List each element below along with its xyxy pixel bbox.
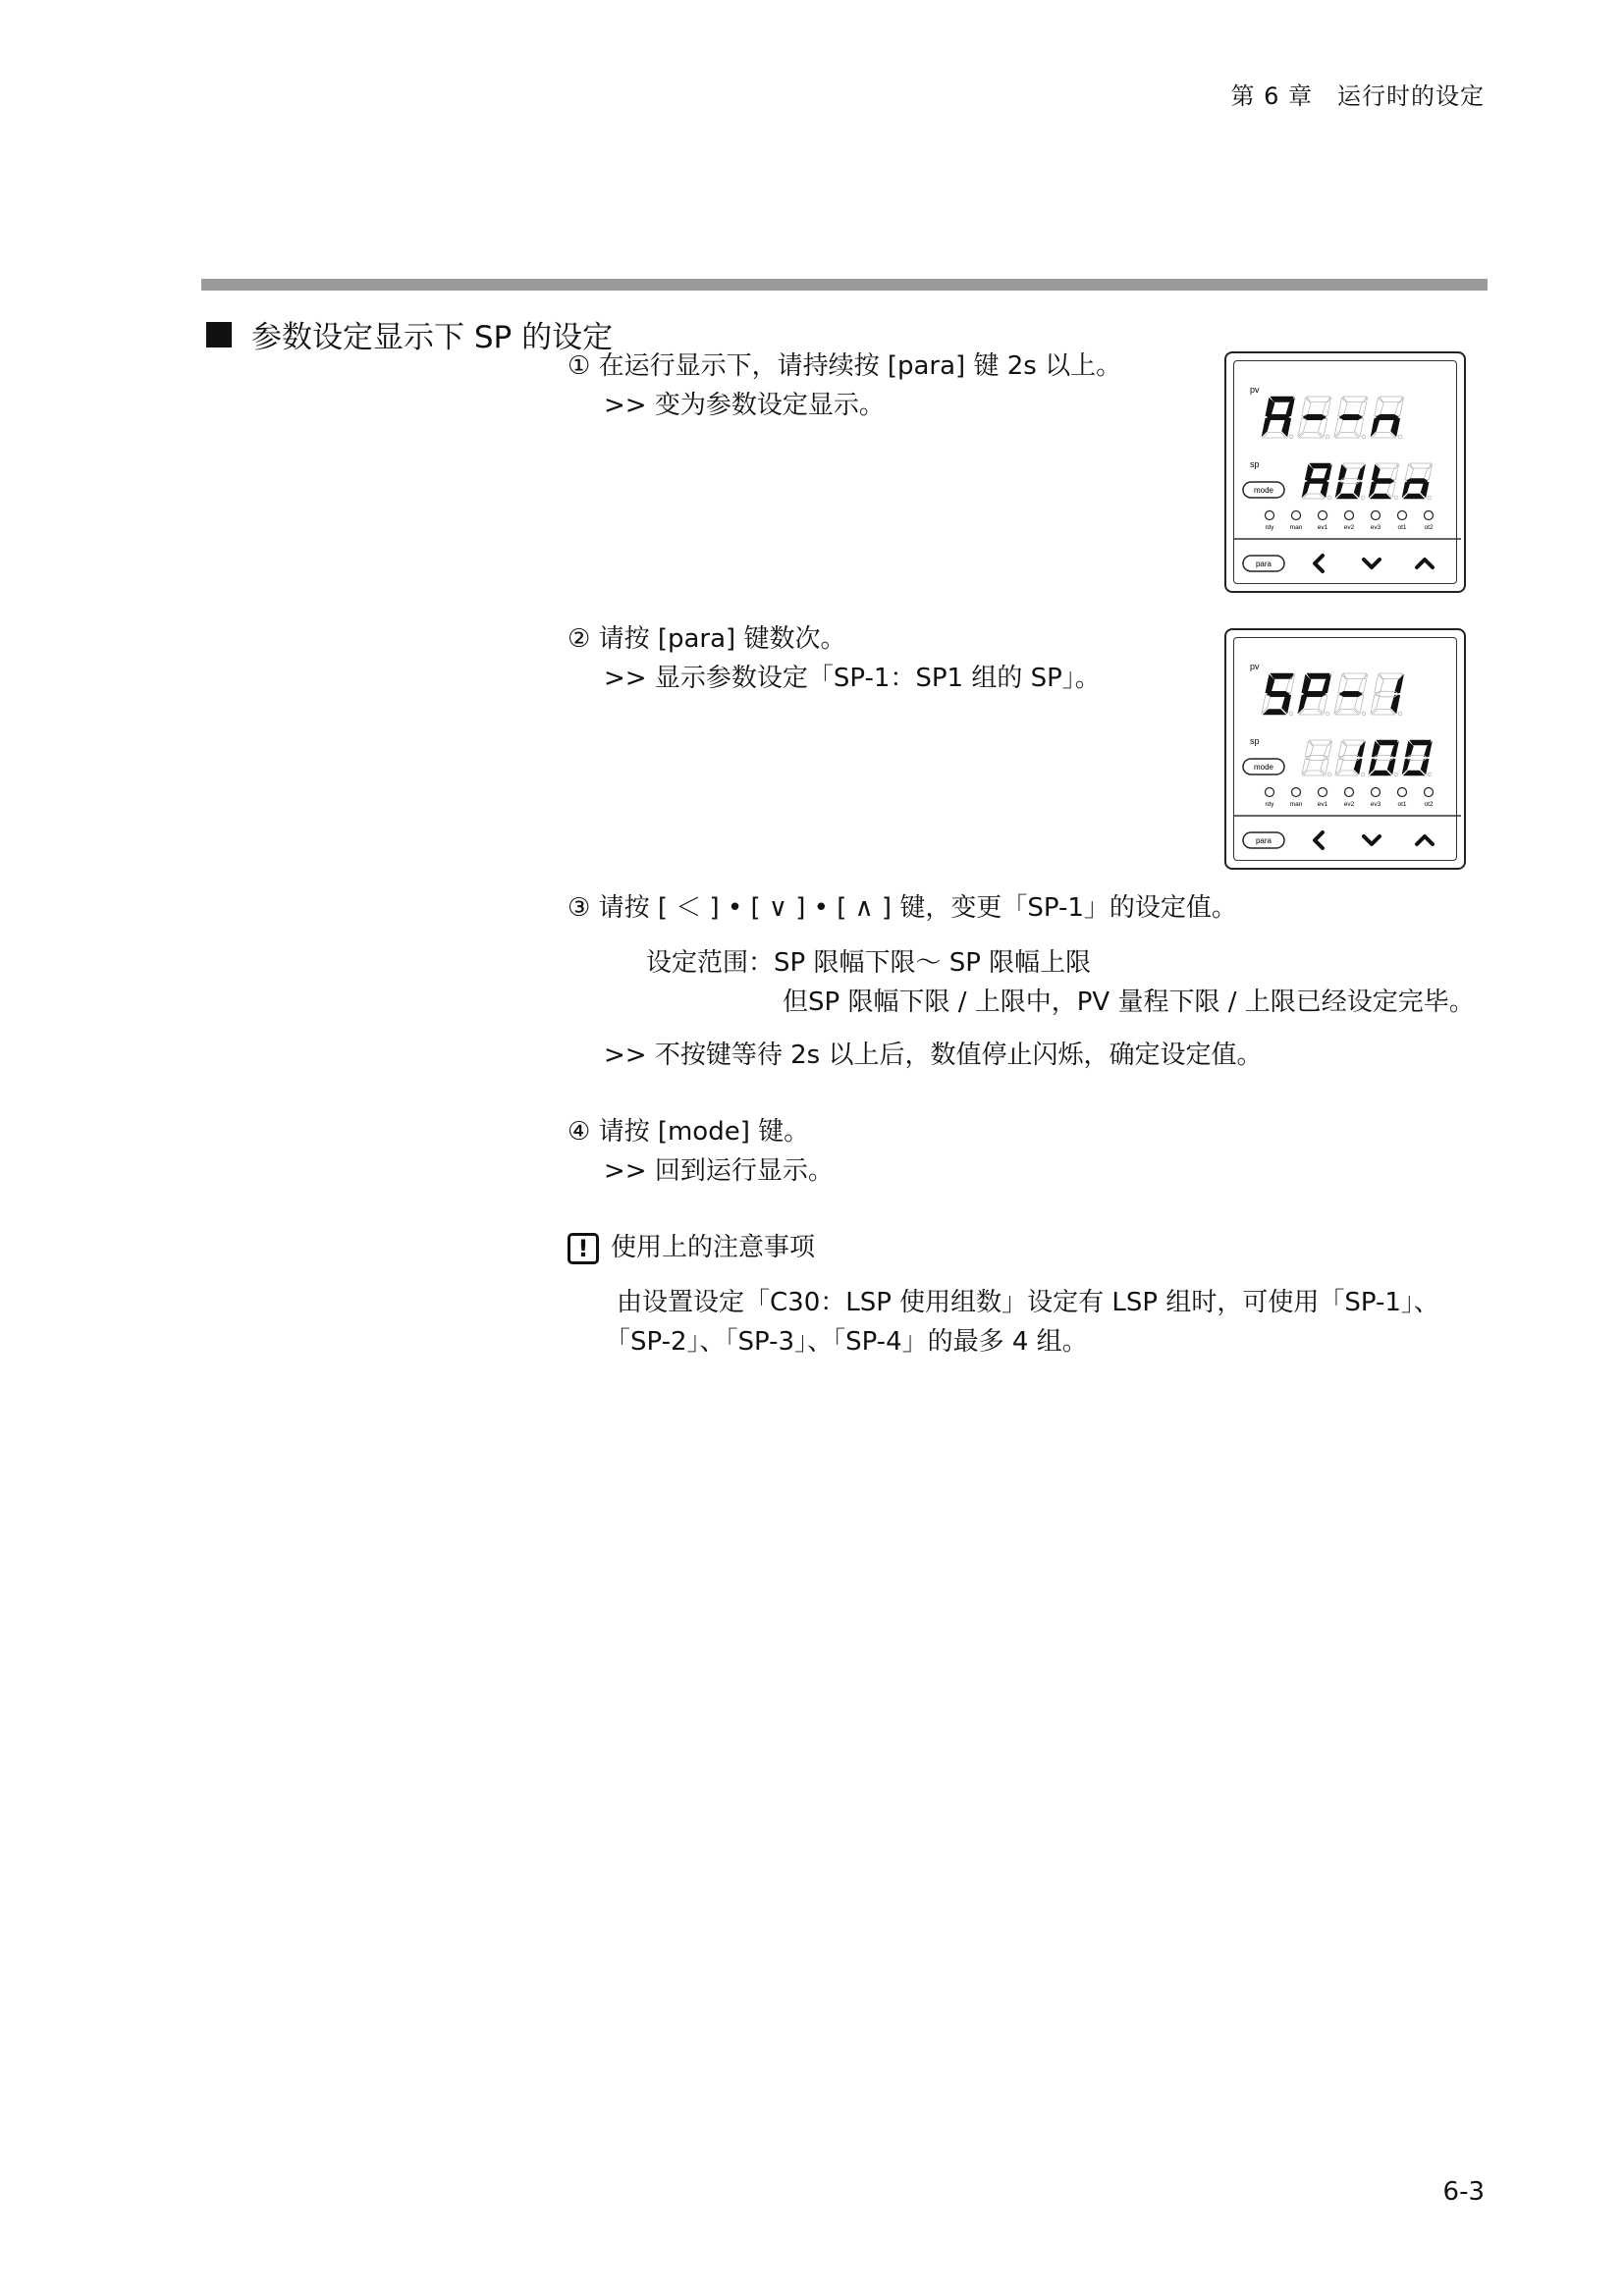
status-led-row — [1265, 511, 1433, 532]
seven-segment-digit — [1402, 463, 1433, 500]
segment-lit — [1377, 740, 1398, 745]
pv-display — [1262, 673, 1404, 716]
status-led-label: rdy — [1265, 801, 1274, 808]
square-bullet-icon — [206, 322, 232, 347]
segment-unlit — [1343, 463, 1365, 468]
decimal-point — [1361, 773, 1365, 776]
segment-unlit — [1390, 464, 1398, 480]
controller-panel-1 — [1224, 351, 1466, 593]
segment-lit — [1282, 695, 1291, 714]
decimal-point — [1326, 435, 1329, 439]
status-led-icon — [1398, 511, 1407, 520]
status-led-label: ot2 — [1424, 801, 1434, 808]
segment-unlit — [1263, 433, 1286, 439]
decimal-point — [1289, 435, 1293, 439]
segment-unlit — [1358, 398, 1367, 416]
segment-unlit — [1299, 433, 1323, 439]
decimal-point — [1289, 712, 1293, 716]
segment-lit — [1303, 414, 1326, 420]
segment-lit — [1303, 691, 1326, 697]
seven-segment-digit — [1262, 673, 1295, 716]
sp-display — [1302, 740, 1433, 776]
segment-unlit — [1336, 771, 1358, 775]
decimal-point — [1428, 773, 1432, 776]
seven-segment-digit — [1335, 740, 1366, 776]
segment-unlit — [1339, 756, 1361, 761]
step-3-instruction: ③ 请按 [ ＜ ] • [ ∨ ] • [ ∧ ] 键，变更「SP-1」的设定值。 — [568, 893, 1237, 923]
seven-segment-digit — [1335, 463, 1366, 500]
status-led-row — [1265, 788, 1433, 809]
segment-unlit — [1343, 673, 1367, 679]
decimal-point — [1361, 496, 1365, 500]
seven-segment-digit — [1262, 397, 1295, 439]
status-led-label: ev3 — [1370, 801, 1381, 808]
segment-lit — [1339, 414, 1363, 420]
status-led-icon — [1266, 788, 1274, 797]
segment-unlit — [1307, 397, 1330, 402]
decimal-point — [1362, 712, 1366, 716]
decimal-point — [1362, 435, 1366, 439]
seven-segment-digit — [1334, 397, 1368, 439]
caution-line-2: 「SP-2」、「SP-3」、「SP-4」的最多 4 组。 — [605, 1327, 1088, 1357]
mode-button-label: mode — [1253, 486, 1274, 495]
status-led-icon — [1398, 788, 1407, 797]
seven-segment-digit — [1371, 673, 1404, 716]
decimal-point — [1327, 773, 1331, 776]
status-led-label: rdy — [1265, 524, 1274, 531]
segment-lit — [1267, 691, 1290, 697]
segment-unlit — [1299, 710, 1323, 716]
status-led-icon — [1372, 788, 1380, 797]
section-title — [206, 312, 613, 356]
segment-lit — [1406, 479, 1428, 484]
segment-unlit — [1394, 398, 1403, 416]
segment-lit — [1263, 710, 1286, 716]
segment-unlit — [1319, 695, 1327, 714]
segment-unlit — [1335, 710, 1359, 716]
segment-unlit — [1355, 418, 1364, 437]
segment-lit — [1370, 771, 1391, 775]
segment-unlit — [1321, 759, 1328, 774]
seven-segment-digit — [1369, 463, 1399, 500]
segment-unlit — [1387, 482, 1395, 498]
segment-unlit — [1319, 418, 1327, 437]
down-arrow-key-icon[interactable] — [1364, 836, 1380, 844]
status-led-icon — [1319, 788, 1327, 797]
segment-unlit — [1339, 479, 1361, 484]
segment-unlit — [1324, 741, 1331, 757]
status-led-icon — [1266, 511, 1274, 520]
segment-lit — [1357, 741, 1365, 757]
segment-lit — [1391, 695, 1400, 714]
segment-unlit — [1372, 433, 1395, 439]
segment-unlit — [1306, 756, 1327, 761]
segment-lit — [1410, 740, 1432, 745]
segment-lit — [1370, 494, 1391, 499]
segment-unlit — [1380, 397, 1403, 402]
segment-lit — [1373, 479, 1394, 484]
segment-unlit — [1322, 398, 1330, 416]
segment-unlit — [1343, 397, 1367, 402]
segment-lit — [1271, 673, 1294, 679]
decimal-point — [1394, 773, 1398, 776]
step-4-instruction: ④ 请按 [mode] 键。 — [568, 1117, 810, 1147]
chapter-header: 第 6 章 运行时的设定 — [1230, 82, 1485, 110]
segment-lit — [1354, 759, 1362, 774]
step-4-result: >> 回到运行显示。 — [604, 1156, 834, 1186]
segment-lit — [1394, 674, 1403, 693]
segment-unlit — [1335, 433, 1359, 439]
decimal-point — [1398, 712, 1402, 716]
decimal-point — [1326, 712, 1329, 716]
up-arrow-key-icon[interactable] — [1417, 560, 1433, 567]
segment-lit — [1321, 482, 1328, 498]
status-led-label: ev1 — [1317, 801, 1328, 808]
sp-display — [1302, 463, 1433, 500]
segment-unlit — [1373, 756, 1394, 761]
status-led-label: ot1 — [1397, 801, 1407, 808]
segment-lit — [1387, 759, 1395, 774]
segment-lit — [1267, 414, 1290, 420]
seven-segment-digit — [1298, 397, 1331, 439]
segment-unlit — [1310, 740, 1331, 745]
status-led-label: man — [1289, 524, 1303, 531]
segment-unlit — [1335, 759, 1343, 774]
controller-panel-2 — [1224, 628, 1466, 870]
segment-unlit — [1377, 463, 1398, 468]
pv-label: pv — [1250, 662, 1260, 671]
segment-unlit — [1355, 695, 1364, 714]
step-2-instruction: ② 请按 [para] 键数次。 — [568, 624, 846, 654]
decimal-point — [1394, 496, 1398, 500]
seven-segment-digit — [1371, 397, 1404, 439]
step-1-result: >> 变为参数设定显示。 — [604, 391, 885, 420]
segment-lit — [1302, 482, 1310, 498]
mode-button-label: mode — [1253, 763, 1274, 772]
status-led-label: ev1 — [1317, 524, 1328, 531]
caution-heading — [568, 1233, 815, 1264]
status-led-icon — [1345, 788, 1354, 797]
page-number: 6-3 — [1442, 2177, 1485, 2207]
step-3-result: >> 不按键等待 2s 以上后，数值停止闪烁，确定设定值。 — [604, 1041, 1263, 1070]
status-led-label: ot2 — [1424, 524, 1434, 531]
segment-unlit — [1406, 756, 1428, 761]
down-arrow-key-icon[interactable] — [1364, 560, 1380, 567]
caution-icon: ! — [568, 1233, 599, 1264]
status-led-label: ev2 — [1343, 801, 1355, 808]
left-arrow-key-icon[interactable] — [1315, 832, 1323, 848]
segment-unlit — [1410, 463, 1432, 468]
section-title-text: 参数设定显示下 SP 的设定 — [251, 320, 614, 355]
seven-segment-digit — [1402, 740, 1433, 776]
status-led-icon — [1345, 511, 1354, 520]
segment-unlit — [1343, 740, 1365, 745]
segment-unlit — [1302, 759, 1310, 774]
pv-label: pv — [1250, 385, 1260, 395]
up-arrow-key-icon[interactable] — [1417, 836, 1433, 844]
decimal-point — [1398, 435, 1402, 439]
segment-lit — [1357, 464, 1365, 480]
seven-segment-digit — [1334, 673, 1368, 716]
segment-lit — [1339, 691, 1363, 697]
status-led-icon — [1425, 511, 1434, 520]
status-led-label: ev3 — [1370, 524, 1381, 531]
seven-segment-digit — [1302, 740, 1332, 776]
para-button-label: para — [1255, 560, 1272, 568]
status-led-icon — [1372, 511, 1380, 520]
sp-label: sp — [1250, 459, 1260, 469]
segment-lit — [1403, 494, 1425, 499]
segment-lit — [1310, 463, 1331, 468]
segment-lit — [1391, 418, 1400, 437]
status-led-label: ev2 — [1343, 524, 1355, 531]
pv-display — [1262, 397, 1404, 439]
segment-unlit — [1303, 494, 1325, 499]
status-led-icon — [1292, 788, 1301, 797]
segment-lit — [1403, 771, 1425, 775]
segment-unlit — [1358, 674, 1367, 693]
segment-lit — [1307, 673, 1330, 679]
segment-lit — [1306, 479, 1327, 484]
segment-unlit — [1372, 710, 1395, 716]
decimal-point — [1428, 496, 1432, 500]
step-2-result: >> 显示参数设定「SP-1：SP1 组的 SP」。 — [604, 664, 1101, 693]
status-led-icon — [1319, 511, 1327, 520]
status-led-label: ot1 — [1397, 524, 1407, 531]
seven-segment-digit — [1302, 463, 1332, 500]
decimal-point — [1327, 496, 1331, 500]
caution-line-1: 由设置设定「C30：LSP 使用组数」设定有 LSP 组时，可使用「SP-1」、 — [617, 1288, 1439, 1317]
left-arrow-key-icon[interactable] — [1315, 556, 1323, 571]
caution-title: 使用上的注意事项 — [611, 1233, 816, 1263]
segment-lit — [1336, 494, 1358, 499]
step-3-range-note: 但SP 限幅下限 / 上限中，PV 量程下限 / 上限已经设定完毕。 — [783, 988, 1475, 1017]
seven-segment-digit — [1369, 740, 1399, 776]
section-divider — [201, 279, 1488, 291]
status-led-label: man — [1289, 801, 1303, 808]
segment-lit — [1421, 759, 1429, 774]
segment-unlit — [1424, 464, 1432, 480]
sp-label: sp — [1250, 736, 1260, 746]
status-led-icon — [1425, 788, 1434, 797]
step-1-instruction: ① 在运行显示下，请持续按 [para] 键 2s 以上。 — [568, 351, 1122, 381]
seven-segment-digit — [1298, 673, 1331, 716]
segment-unlit — [1380, 673, 1403, 679]
segment-lit — [1354, 482, 1362, 498]
segment-lit — [1376, 414, 1399, 420]
segment-lit — [1282, 418, 1291, 437]
segment-unlit — [1303, 771, 1325, 775]
segment-lit — [1271, 397, 1294, 402]
step-3-range: 设定范围：SP 限幅下限～ SP 限幅上限 — [646, 948, 1092, 978]
para-button-label: para — [1255, 836, 1272, 845]
status-led-icon — [1292, 511, 1301, 520]
segment-lit — [1421, 482, 1429, 498]
segment-unlit — [1376, 691, 1399, 697]
